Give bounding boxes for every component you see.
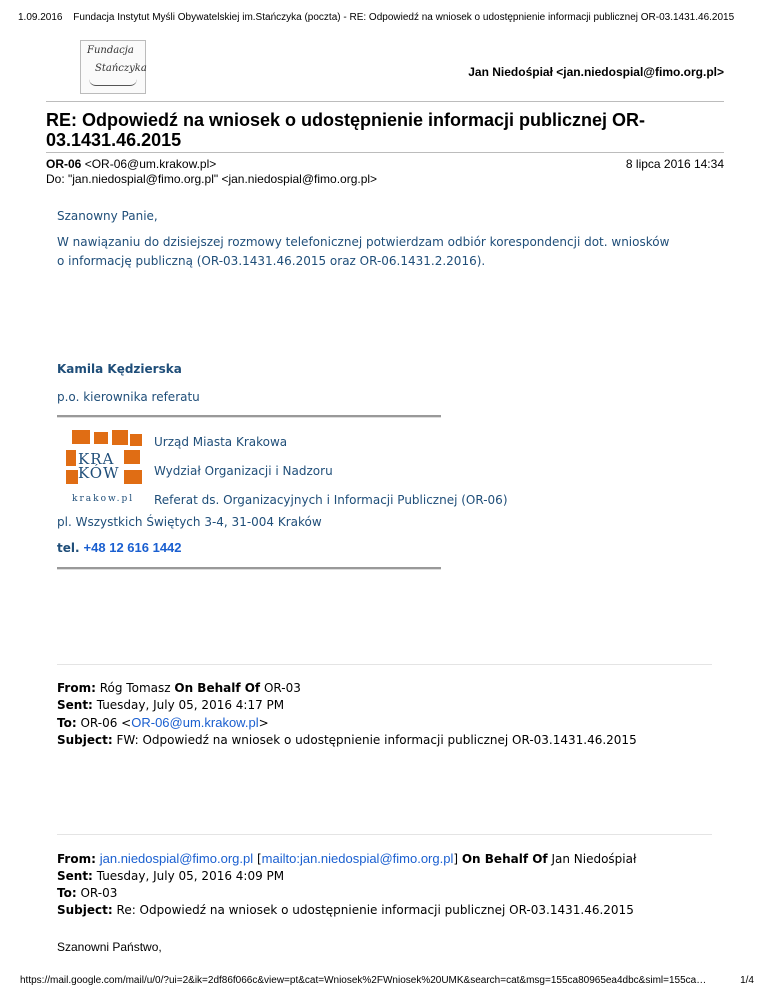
q2-sent-value: Tuesday, July 05, 2016 4:09 PM bbox=[96, 869, 285, 883]
logo-block bbox=[112, 430, 128, 445]
quote2-divider bbox=[57, 834, 712, 835]
signature-role: p.o. kierownika referatu bbox=[57, 390, 200, 404]
q1-subject-label: Subject: bbox=[57, 733, 113, 747]
print-date: 1.09.2016 bbox=[18, 12, 63, 23]
q1-from-label: From: bbox=[57, 681, 96, 695]
quote1-divider bbox=[57, 664, 712, 665]
account-identity: Jan Niedośpiał <jan.niedospial@fimo.org.pl> bbox=[468, 65, 724, 79]
body-paragraph: W nawiązaniu do dzisiejszej rozmowy telefonicznej potwierdzam odbiór korespondencji dot. wniosków o informację publiczną (OR-03.1431.46.2015 oraz OR-06.1431.2.2016). bbox=[57, 235, 670, 268]
q2-mailto-open: [ bbox=[256, 852, 262, 866]
telephone bbox=[57, 540, 182, 555]
q2-behalf-value: Jan Niedośpiał bbox=[551, 852, 637, 866]
q1-behalf-value: OR-03 bbox=[263, 681, 301, 695]
email-subject: RE: Odpowiedź na wniosek o udostępnienie informacji publicznej OR-03.1431.46.2015 bbox=[46, 110, 646, 150]
subject-divider bbox=[46, 152, 724, 153]
q1-to-close: > bbox=[258, 716, 269, 730]
print-title: Fundacja Instytut Myśli Obywatelskiej im.Stańczyka (poczta) - RE: Odpowiedź na wniosek o udostępnienie informacji publicznej OR-03.1431.46.2015 bbox=[73, 12, 735, 23]
q1-from-value: Róg Tomasz bbox=[99, 681, 171, 695]
logo-text-line1: Fundacja bbox=[87, 45, 134, 56]
logo-word1: KRA bbox=[78, 450, 115, 468]
q2-to-label: To: bbox=[57, 886, 77, 900]
logo-scribble bbox=[89, 79, 137, 86]
tel-link[interactable]: +48 12 616 1442 bbox=[83, 540, 182, 555]
quoted-header-2 bbox=[57, 850, 636, 919]
recipient-line: Do: "jan.niedospial@fimo.org.pl" <jan.niedospial@fimo.org.pl> bbox=[46, 172, 378, 186]
org-line3: Referat ds. Organizacyjnych i Informacji Publicznej (OR-06) bbox=[154, 493, 508, 507]
print-footer bbox=[20, 975, 754, 986]
organization-lines bbox=[154, 428, 508, 515]
logo-block bbox=[124, 450, 140, 464]
krakow-logo bbox=[64, 430, 144, 504]
q2-to-value: OR-03 bbox=[80, 886, 118, 900]
q1-sent-value: Tuesday, July 05, 2016 4:17 PM bbox=[96, 698, 285, 712]
q1-behalf-label: On Behalf Of bbox=[174, 681, 261, 695]
q2-behalf-label: On Behalf Of bbox=[461, 852, 548, 866]
address: pl. Wszystkich Świętych 3-4, 31-004 Kraków bbox=[57, 515, 322, 529]
page-number: 1/4 bbox=[740, 975, 754, 986]
signature-divider-top bbox=[57, 415, 441, 418]
logo-block bbox=[94, 432, 108, 444]
logo-block bbox=[72, 430, 90, 444]
header-divider bbox=[46, 101, 724, 102]
email-sender-block bbox=[46, 157, 377, 187]
print-header bbox=[18, 12, 754, 23]
logo-wordmark bbox=[78, 452, 120, 480]
sender-address[interactable]: <OR-06@um.krakow.pl> bbox=[84, 157, 217, 171]
logo-text-line2: Stańczyka bbox=[95, 63, 147, 74]
quoted-greeting: Szanowni Państwo, bbox=[57, 940, 162, 954]
email-date: 8 lipca 2016 14:34 bbox=[625, 157, 724, 171]
foundation-logo bbox=[80, 40, 146, 94]
q2-mailto-close: ] bbox=[453, 852, 459, 866]
greeting: Szanowny Panie, bbox=[57, 209, 158, 223]
signature-divider-bottom bbox=[57, 567, 441, 570]
q2-from-link[interactable]: jan.niedospial@fimo.org.pl bbox=[99, 851, 254, 866]
q2-sent-label: Sent: bbox=[57, 869, 93, 883]
org-line1: Urząd Miasta Krakowa bbox=[154, 435, 288, 449]
q1-sent-label: Sent: bbox=[57, 698, 93, 712]
q2-from-label: From: bbox=[57, 852, 96, 866]
logo-word2: KÓW bbox=[78, 464, 120, 482]
tel-label: tel. bbox=[57, 541, 80, 555]
logo-block bbox=[66, 450, 76, 466]
q2-subject-value: Re: Odpowiedź na wniosek o udostępnienie informacji publicznej OR-03.1431.46.2015 bbox=[116, 903, 634, 917]
logo-block bbox=[66, 470, 78, 484]
q1-to-value: OR-06 < bbox=[80, 716, 132, 730]
sender-name: OR-06 bbox=[46, 157, 82, 171]
logo-block bbox=[130, 434, 142, 446]
quoted-header-1 bbox=[57, 680, 637, 749]
q2-subject-label: Subject: bbox=[57, 903, 113, 917]
logo-url: krakow.pl bbox=[72, 494, 135, 504]
org-line2: Wydział Organizacji i Nadzoru bbox=[154, 464, 333, 478]
q1-subject-value: FW: Odpowiedź na wniosek o udostępnienie informacji publicznej OR-03.1431.46.2015 bbox=[116, 733, 637, 747]
print-url: https://mail.google.com/mail/u/0/?ui=2&ik=2df86f066c&view=pt&cat=Wniosek%2FWniosek%20UMK&search=cat&msg=155ca80965ea4dbc&siml=155ca… bbox=[20, 975, 707, 986]
q1-to-link[interactable]: OR-06@um.krakow.pl bbox=[131, 715, 259, 730]
signature-name: Kamila Kędzierska bbox=[57, 362, 182, 376]
q2-mailto-link[interactable]: mailto:jan.niedospial@fimo.org.pl bbox=[261, 851, 454, 866]
logo-block bbox=[124, 470, 142, 484]
q1-to-label: To: bbox=[57, 716, 77, 730]
